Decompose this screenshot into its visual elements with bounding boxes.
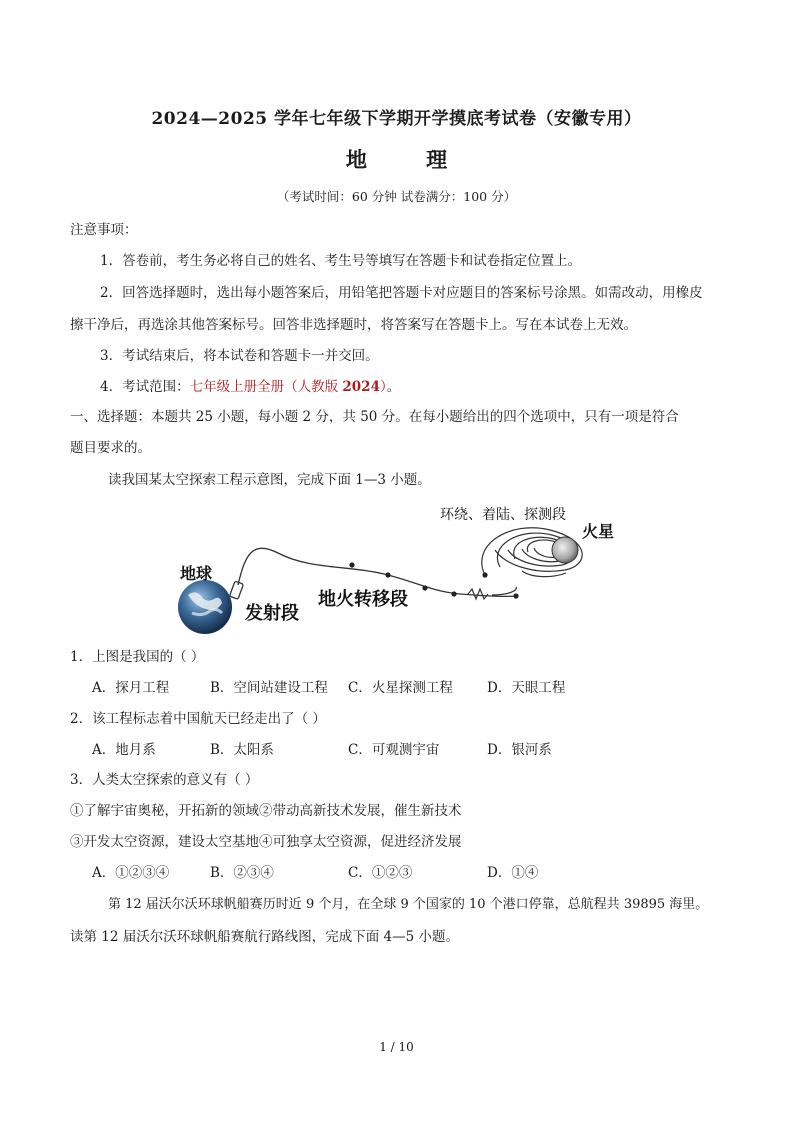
label-earth-mars-transfer: 地火转移段 — [318, 589, 408, 610]
q3-option-c: C．①②③ — [348, 865, 413, 881]
exam-scope: 七年级上册全册（人教版 — [189, 379, 343, 395]
note-item-3: 3．考试结束后，将本试卷和答题卡一并交回。 — [100, 348, 379, 364]
q3-option-b: B．②③④ — [210, 865, 274, 881]
exam-info: （考试时间：60 分钟 试卷满分：100 分） — [276, 189, 517, 204]
trajectory-point — [513, 593, 518, 598]
label-earth: 地球 — [180, 564, 213, 583]
note-item-4-prefix: 4．考试范围： — [100, 379, 190, 395]
label-mars: 火星 — [582, 522, 615, 541]
question-3-stem: 3．人类太空探索的意义有（ ） — [70, 772, 259, 788]
exam-title: 2024—2025 学年七年级下学期开学摸底考试卷（安徽专用） — [151, 109, 642, 129]
q2-option-b: B．太阳系 — [210, 742, 274, 758]
note-item-1: 1．答卷前，考生务必将自己的姓名、考生号等填写在答题卡和试卷指定位置上。 — [100, 253, 582, 269]
passage-2-line-2: 读第 12 届沃尔沃环球帆船赛航行路线图，完成下面 4—5 小题。 — [70, 929, 460, 945]
notes-heading: 注意事项： — [70, 222, 138, 238]
trajectory-point — [422, 585, 427, 590]
q2-option-d: D．银河系 — [487, 742, 552, 758]
trajectory-point — [385, 572, 390, 577]
q1-option-c: C．火星探测工程 — [348, 680, 453, 696]
q3-statements-line-2: ③开发太空资源，建设太空基地④可独享太空资源，促进经济发展 — [70, 834, 462, 850]
q2-option-c: C．可观测宇宙 — [348, 742, 440, 758]
label-orbit-landing-exploration: 环绕、着陆、探测段 — [440, 507, 566, 523]
passage-1: 读我国某太空探索工程示意图，完成下面 1—3 小题。 — [108, 472, 431, 488]
page-number: 1 / 10 — [379, 1040, 414, 1054]
trajectory-break-mark — [468, 589, 488, 599]
q1-option-a: A．探月工程 — [92, 680, 170, 696]
section1-instruction-line-1: 一、选择题：本题共 25 小题，每小题 2 分，共 50 分。在每小题给出的四个选项中，只有一项是符合 — [70, 409, 679, 425]
note-item-2-line-2: 擦干净后，再选涂其他答案标号。回答非选择题时，将答案写在答题卡上。写在本试卷上无效。 — [70, 317, 637, 333]
q2-option-a: A．地月系 — [92, 742, 156, 758]
exam-scope-year: 2024 — [342, 379, 380, 395]
q3-statements-line-1: ①了解宇宙奥秘，开拓新的领域②带动高新技术发展，催生新技术 — [70, 803, 462, 819]
trajectory-point — [451, 591, 456, 596]
question-1-stem: 1．上图是我国的（ ） — [70, 649, 205, 665]
subject-title: 地 理 — [345, 147, 474, 172]
q1-option-d: D．天眼工程 — [487, 680, 566, 696]
note-item-2-line-1: 2．回答选择题时，选出每小题答案后，用铅笔把答题卡对应题目的答案标号涂黑。如需改动，用橡皮 — [100, 285, 703, 301]
passage-2-line-1: 第 12 届沃尔沃环球帆船赛历时近 9 个月，在全球 9 个国家的 10 个港口停靠，总航程共 39895 海里。 — [108, 897, 709, 912]
earth-globe — [178, 580, 232, 634]
mars-globe — [552, 537, 578, 563]
question-2-stem: 2．该工程标志着中国航天已经走出了（ ） — [70, 711, 326, 727]
mars-mission-diagram — [170, 495, 650, 645]
note-item-4-end: 。 — [386, 379, 401, 395]
q3-option-a: A．①②③④ — [92, 865, 170, 881]
note-item-4 — [100, 375, 400, 395]
spacecraft-icon — [230, 581, 244, 599]
trajectory-point — [349, 562, 354, 567]
exam-scope-close: ） — [379, 379, 387, 395]
q1-option-b: B．空间站建设工程 — [210, 680, 328, 696]
section1-instruction-line-2: 题目要求的。 — [70, 440, 151, 456]
label-launch-phase: 发射段 — [245, 603, 299, 624]
q3-option-d: D．①④ — [487, 865, 539, 881]
